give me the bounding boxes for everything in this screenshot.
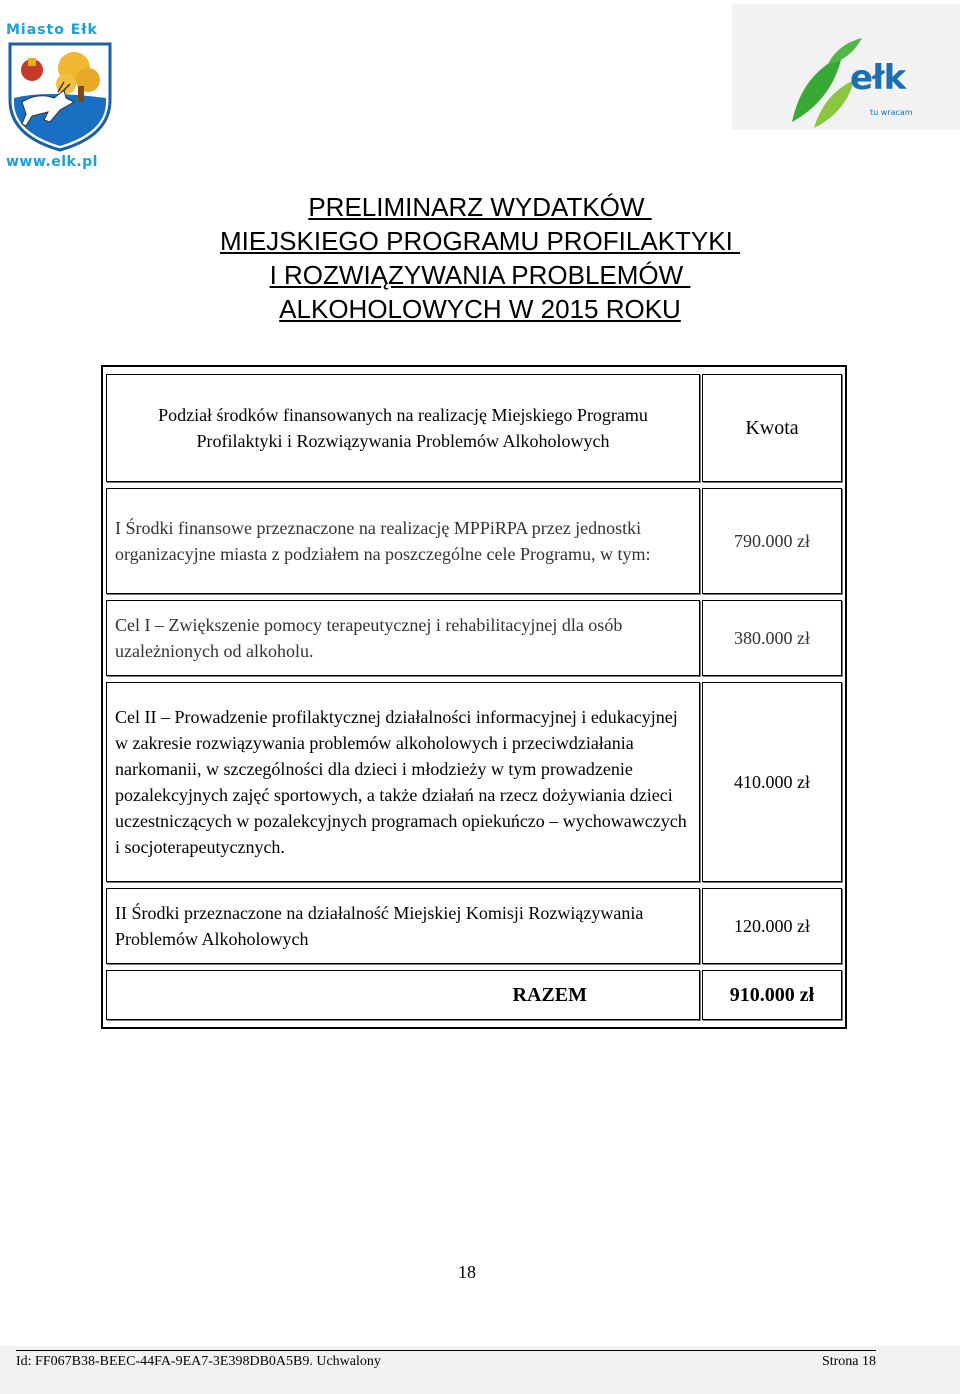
title-line: ALKOHOLOWYCH W 2015 ROKU: [279, 294, 681, 324]
footer-page-label: Strona 18: [821, 1354, 876, 1369]
table-row: [106, 888, 842, 964]
city-coat-of-arms-icon: [4, 40, 116, 152]
row-description-cell: Cel I – Zwiększenie pomocy terapeutycznej i rehabilitacyjnej dla osób uzależnionych od alkoholu.: [106, 600, 700, 676]
footer-document-id: Id: FF067B38-BEEC-44FA-9EA7-3E398DB0A5B9. Uchwalony: [16, 1354, 381, 1369]
total-amount-cell: 910.000 zł: [702, 970, 842, 1020]
elk-logo-block: [732, 4, 960, 130]
row-description-cell: Cel II – Prowadzenie profilaktycznej działalności informacyjnej i edukacyjnej w zakresie rozwiązywania problemów alkoholowych i przeciwdziałania narkomanii, w szczególności dla dzieci i młodzieży w tym prowadzenie pozalekcyjnych zajęć sportowych, a także działań na rzecz dożywiania dzieci uczestniczących w pozalekcyjnych programach opiekuńczo – wychowawczych i socjoterapeutycznych.: [106, 682, 700, 882]
page-title: [0, 190, 960, 326]
table-header-row: [106, 374, 842, 482]
total-label-cell: RAZEM: [106, 970, 700, 1020]
table-row: [106, 682, 842, 882]
brand-bottom-text: www.elk.pl: [6, 154, 98, 170]
elk-logo-tagline: tu wracam: [870, 108, 913, 117]
title-line: PRELIMINARZ WYDATKÓW: [308, 192, 652, 222]
elk-logo-wordmark: ełk: [850, 58, 906, 98]
row-description-cell: I Środki finansowe przeznaczone na realizację MPPiRPA przez jednostki organizacyjne miasta z podziałem na poszczególne cele Programu, w tym:: [106, 488, 700, 594]
table-row: [106, 488, 842, 594]
header-amount-cell: Kwota: [702, 374, 842, 482]
page-number: 18: [458, 1262, 476, 1282]
leaf-logo-icon: [732, 4, 960, 130]
table-total-row: [106, 970, 842, 1020]
header-description-cell: Podział środków finansowanych na realizację Miejskiego Programu Profilaktyki i Rozwiązywania Problemów Alkoholowych: [106, 374, 700, 482]
title-line: MIEJSKIEGO PROGRAMU PROFILAKTYKI: [219, 226, 741, 256]
row-amount-cell: 410.000 zł: [702, 682, 842, 882]
brand-top-text: Miasto Ełk: [6, 22, 98, 38]
budget-table: [101, 365, 847, 1029]
title-line: I ROZWIĄZYWANIA PROBLEMÓW: [269, 260, 691, 290]
row-amount-cell: 790.000 zł: [702, 488, 842, 594]
footer-divider: [16, 1350, 876, 1351]
city-crest-block: [0, 0, 120, 180]
row-amount-cell: 120.000 zł: [702, 888, 842, 964]
row-description-cell: II Środki przeznaczone na działalność Miejskiej Komisji Rozwiązywania Problemów Alkoholowych: [106, 888, 700, 964]
table-row: [106, 600, 842, 676]
row-amount-cell: 380.000 zł: [702, 600, 842, 676]
